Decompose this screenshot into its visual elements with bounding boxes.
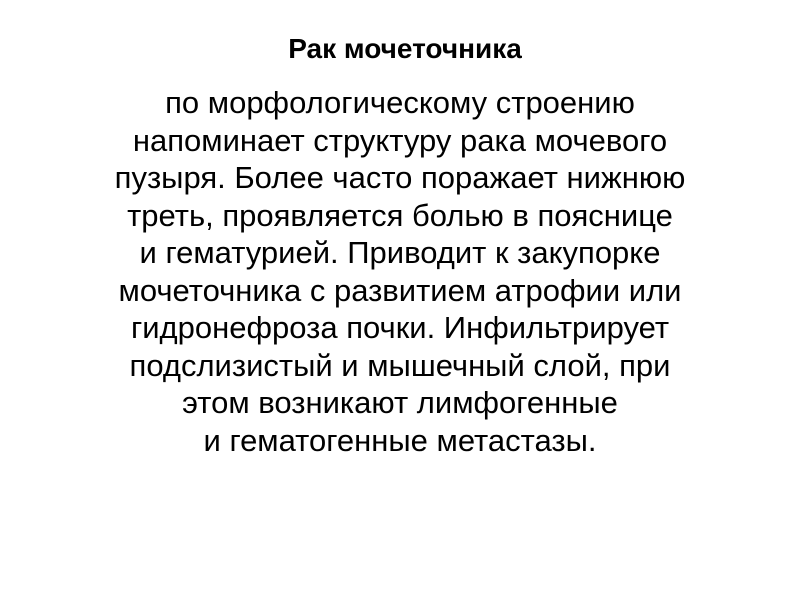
body-line: и гематогенные метастазы. (203, 422, 597, 458)
body-line: пузыря. Более часто поражает нижнюю (114, 160, 686, 195)
body-line: напоминает структуру рака мочевого (132, 122, 668, 158)
slide-body-text (40, 84, 760, 459)
body-line: треть, проявляется болью в пояснице (127, 197, 673, 233)
body-line: по морфологическому строению (165, 85, 635, 120)
body-line: мочеточника с развитием атрофии или (118, 272, 682, 308)
body-line: и гематурией. Приводит к закупорке (139, 235, 661, 270)
body-line: подслизистый и мышечный слой, при (129, 347, 671, 383)
body-line: гидронефроза почки. Инфильтрирует (130, 310, 670, 345)
body-line: этом возникают лимфогенные (182, 385, 618, 420)
slide-title: Рак мочеточника (288, 33, 522, 64)
